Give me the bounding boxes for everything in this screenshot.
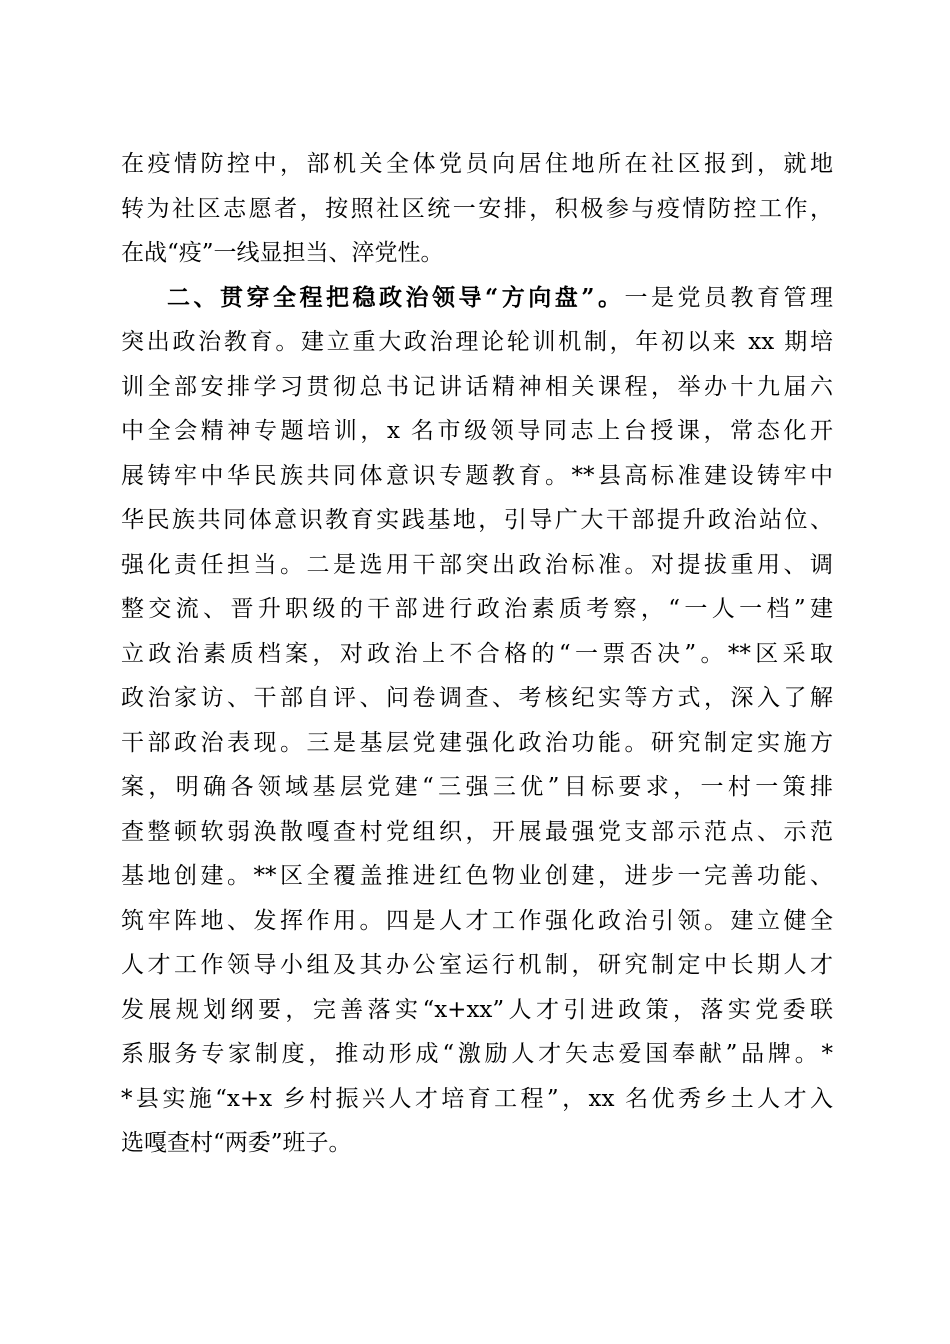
text-line: 选嘎查村“两委”班子。 <box>121 1130 352 1156</box>
text-line: 基地创建。**区全覆盖推进红色物业创建，进步一完善功能、 <box>121 863 833 889</box>
text-line: 政治家访、干部自评、问卷调查、考核纪实等方式，深入了解 <box>121 685 833 711</box>
text-line: 整交流、晋升职级的干部进行政治素质考察，“一人一档”建 <box>121 596 833 622</box>
text-line: 发展规划纲要，完善落实“x+xx”人才引进政策，落实党委联 <box>121 996 833 1023</box>
text-line: 立政治素质档案，对政治上不合格的“一票否决”。**区采取 <box>121 640 833 667</box>
section-heading: 二、贯穿全程把稳政治领导“方向盘”。 <box>167 283 625 311</box>
text-line: 转为社区志愿者，按照社区统一安排，积极参与疫情防控工作， <box>121 195 833 222</box>
text-line: 华民族共同体意识教育实践基地，引导广大干部提升政治站位、 <box>121 507 833 533</box>
paragraph-2 <box>121 276 833 1166</box>
text-line: 训全部安排学习贯彻总书记讲话精神相关课程，举办十九届六 <box>121 373 833 400</box>
text-line: 一是党员教育管理 <box>624 284 833 311</box>
text-line: 强化责任担当。二是选用干部突出政治标准。对提拔重用、调 <box>121 551 833 578</box>
text-line: 查整顿软弱涣散嘎查村党组织，开展最强党支部示范点、示范 <box>121 818 833 845</box>
text-line: 在战“疫”一线显担当、淬党性。 <box>121 240 444 266</box>
text-line: 筑牢阵地、发挥作用。四是人才工作强化政治引领。建立健全 <box>121 907 833 934</box>
text-line: 系服务专家制度，推动形成“激励人才矢志爱国奉献”品牌。* <box>121 1041 833 1067</box>
text-line: *县实施“x+x 乡村振兴人才培育工程”，xx 名优秀乡土人才入 <box>121 1085 833 1112</box>
text-line: 在疫情防控中，部机关全体党员向居住地所在社区报到，就地 <box>121 151 833 177</box>
text-line: 展铸牢中华民族共同体意识专题教育。**县高标准建设铸牢中 <box>121 462 833 489</box>
document-body <box>121 142 833 1166</box>
paragraph-first-line <box>121 276 833 321</box>
text-line: 人才工作领导小组及其办公室运行机制，研究制定中长期人才 <box>121 952 833 978</box>
text-line: 案，明确各领域基层党建“三强三优”目标要求，一村一策排 <box>121 774 833 800</box>
text-line: 突出政治教育。建立重大政治理论轮训机制，年初以来 xx 期培 <box>121 329 833 355</box>
paragraph-1 <box>121 142 833 276</box>
text-line: 干部政治表现。三是基层党建强化政治功能。研究制定实施方 <box>121 729 833 756</box>
text-line: 中全会精神专题培训，x 名市级领导同志上台授课，常态化开 <box>121 418 833 444</box>
